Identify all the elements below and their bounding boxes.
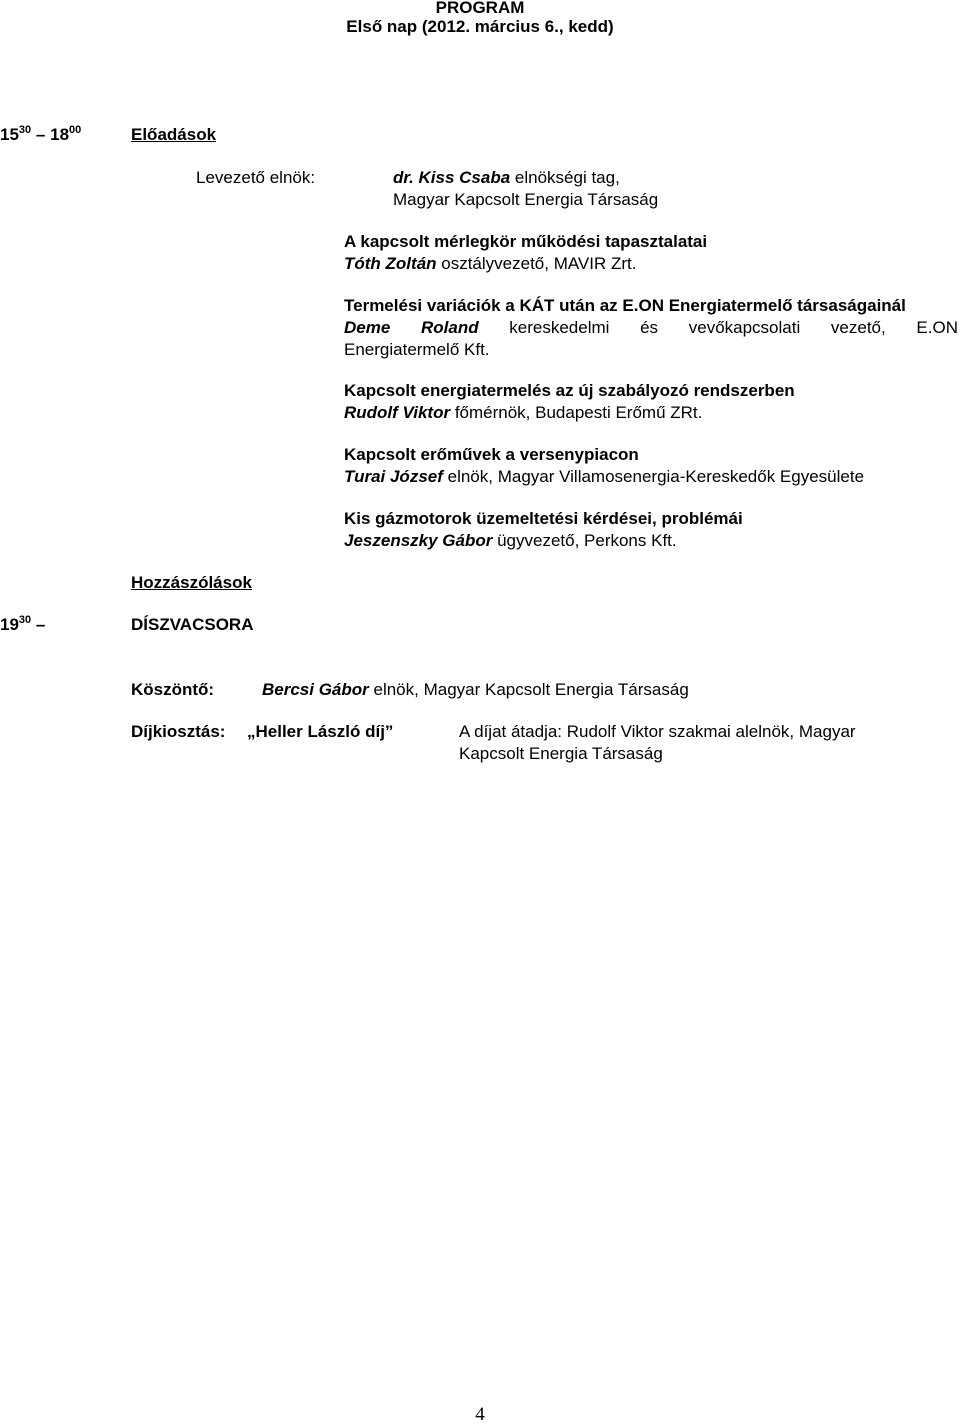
award-presenter-line1: A díjat átadja: Rudolf Viktor szakmai alelnök, Magyar [459, 722, 856, 741]
talk-4-speaker: Turai József [344, 467, 443, 486]
chair-line [393, 167, 620, 189]
talk-5-title: Kis gázmotorok üzemeltetési kérdései, problémái [344, 509, 743, 528]
chair-label: Levezető elnök: [196, 168, 316, 187]
talk-3-speaker-line [344, 402, 702, 424]
program-subtitle: Első nap (2012. március 6., kedd) [346, 17, 614, 36]
chair-name: dr. Kiss Csaba [393, 168, 511, 187]
talk-5-speaker-line [344, 530, 677, 552]
talk-2-affiliation: kereskedelmi és vevőkapcsolati vezető, E.ON [478, 318, 958, 337]
program-title: PROGRAM [435, 0, 525, 17]
session2-time [0, 614, 45, 636]
session1-time [0, 124, 81, 146]
talk-1-affiliation: osztályvezető, MAVIR Zrt. [436, 254, 637, 273]
session2-hour: 19 [0, 615, 19, 634]
greeting-name: Bercsi Gábor [262, 680, 369, 699]
page-number: 4 [475, 1404, 485, 1425]
talk-4-affiliation: elnök, Magyar Villamosenergia-Kereskedők Egyesülete [442, 467, 865, 486]
session1-end-minute: 00 [69, 124, 82, 136]
session1-start-minute: 30 [18, 124, 32, 136]
talk-2-speaker: Deme Roland [344, 318, 479, 337]
chair-org: Magyar Kapcsolt Energia Társaság [393, 190, 659, 209]
talk-1-speaker-line [344, 253, 637, 275]
award-name: „Heller László díj” [247, 722, 394, 741]
chair-role: elnökségi tag, [510, 168, 620, 187]
talk-5-affiliation: ügyvezető, Perkons Kft. [492, 531, 677, 550]
greeting-role: elnök, Magyar Kapcsolt Energia Társaság [368, 680, 689, 699]
talk-1-title: A kapcsolt mérlegkör működési tapasztalatai [344, 232, 708, 251]
award-presenter-line2: Kapcsolt Energia Társaság [459, 744, 663, 763]
talk-3-title: Kapcsolt energiatermelés az új szabályozó rendszerben [344, 381, 795, 400]
session2-minute: 30 [18, 614, 32, 626]
talk-2-speaker-line [344, 317, 958, 339]
session1-end-hour: 18 [50, 125, 70, 144]
session2-time-dash: – [35, 615, 46, 634]
greeting-line [262, 679, 689, 701]
session2-heading: DÍSZVACSORA [131, 615, 254, 634]
greeting-label: Köszöntő: [131, 680, 215, 699]
session1-start-hour: 15 [0, 125, 19, 144]
talk-2-title: Termelési variációk a KÁT után az E.ON Energiatermelő társaságainál [344, 296, 906, 315]
award-label: Díjkiosztás: [131, 722, 226, 741]
talk-3-speaker: Rudolf Viktor [344, 403, 451, 422]
talk-1-speaker: Tóth Zoltán [344, 254, 437, 273]
talk-5-speaker: Jeszenszky Gábor [344, 531, 493, 550]
session1-heading: Előadások [131, 125, 217, 144]
comments-heading: Hozzászólások [131, 573, 252, 592]
session1-time-dash: – [35, 125, 46, 144]
talk-4-speaker-line [344, 466, 864, 488]
talk-3-affiliation: főmérnök, Budapesti Erőmű ZRt. [450, 403, 703, 422]
talk-4-title: Kapcsolt erőművek a versenypiacon [344, 445, 639, 464]
talk-2-affiliation-cont: Energiatermelő Kft. [344, 340, 490, 359]
